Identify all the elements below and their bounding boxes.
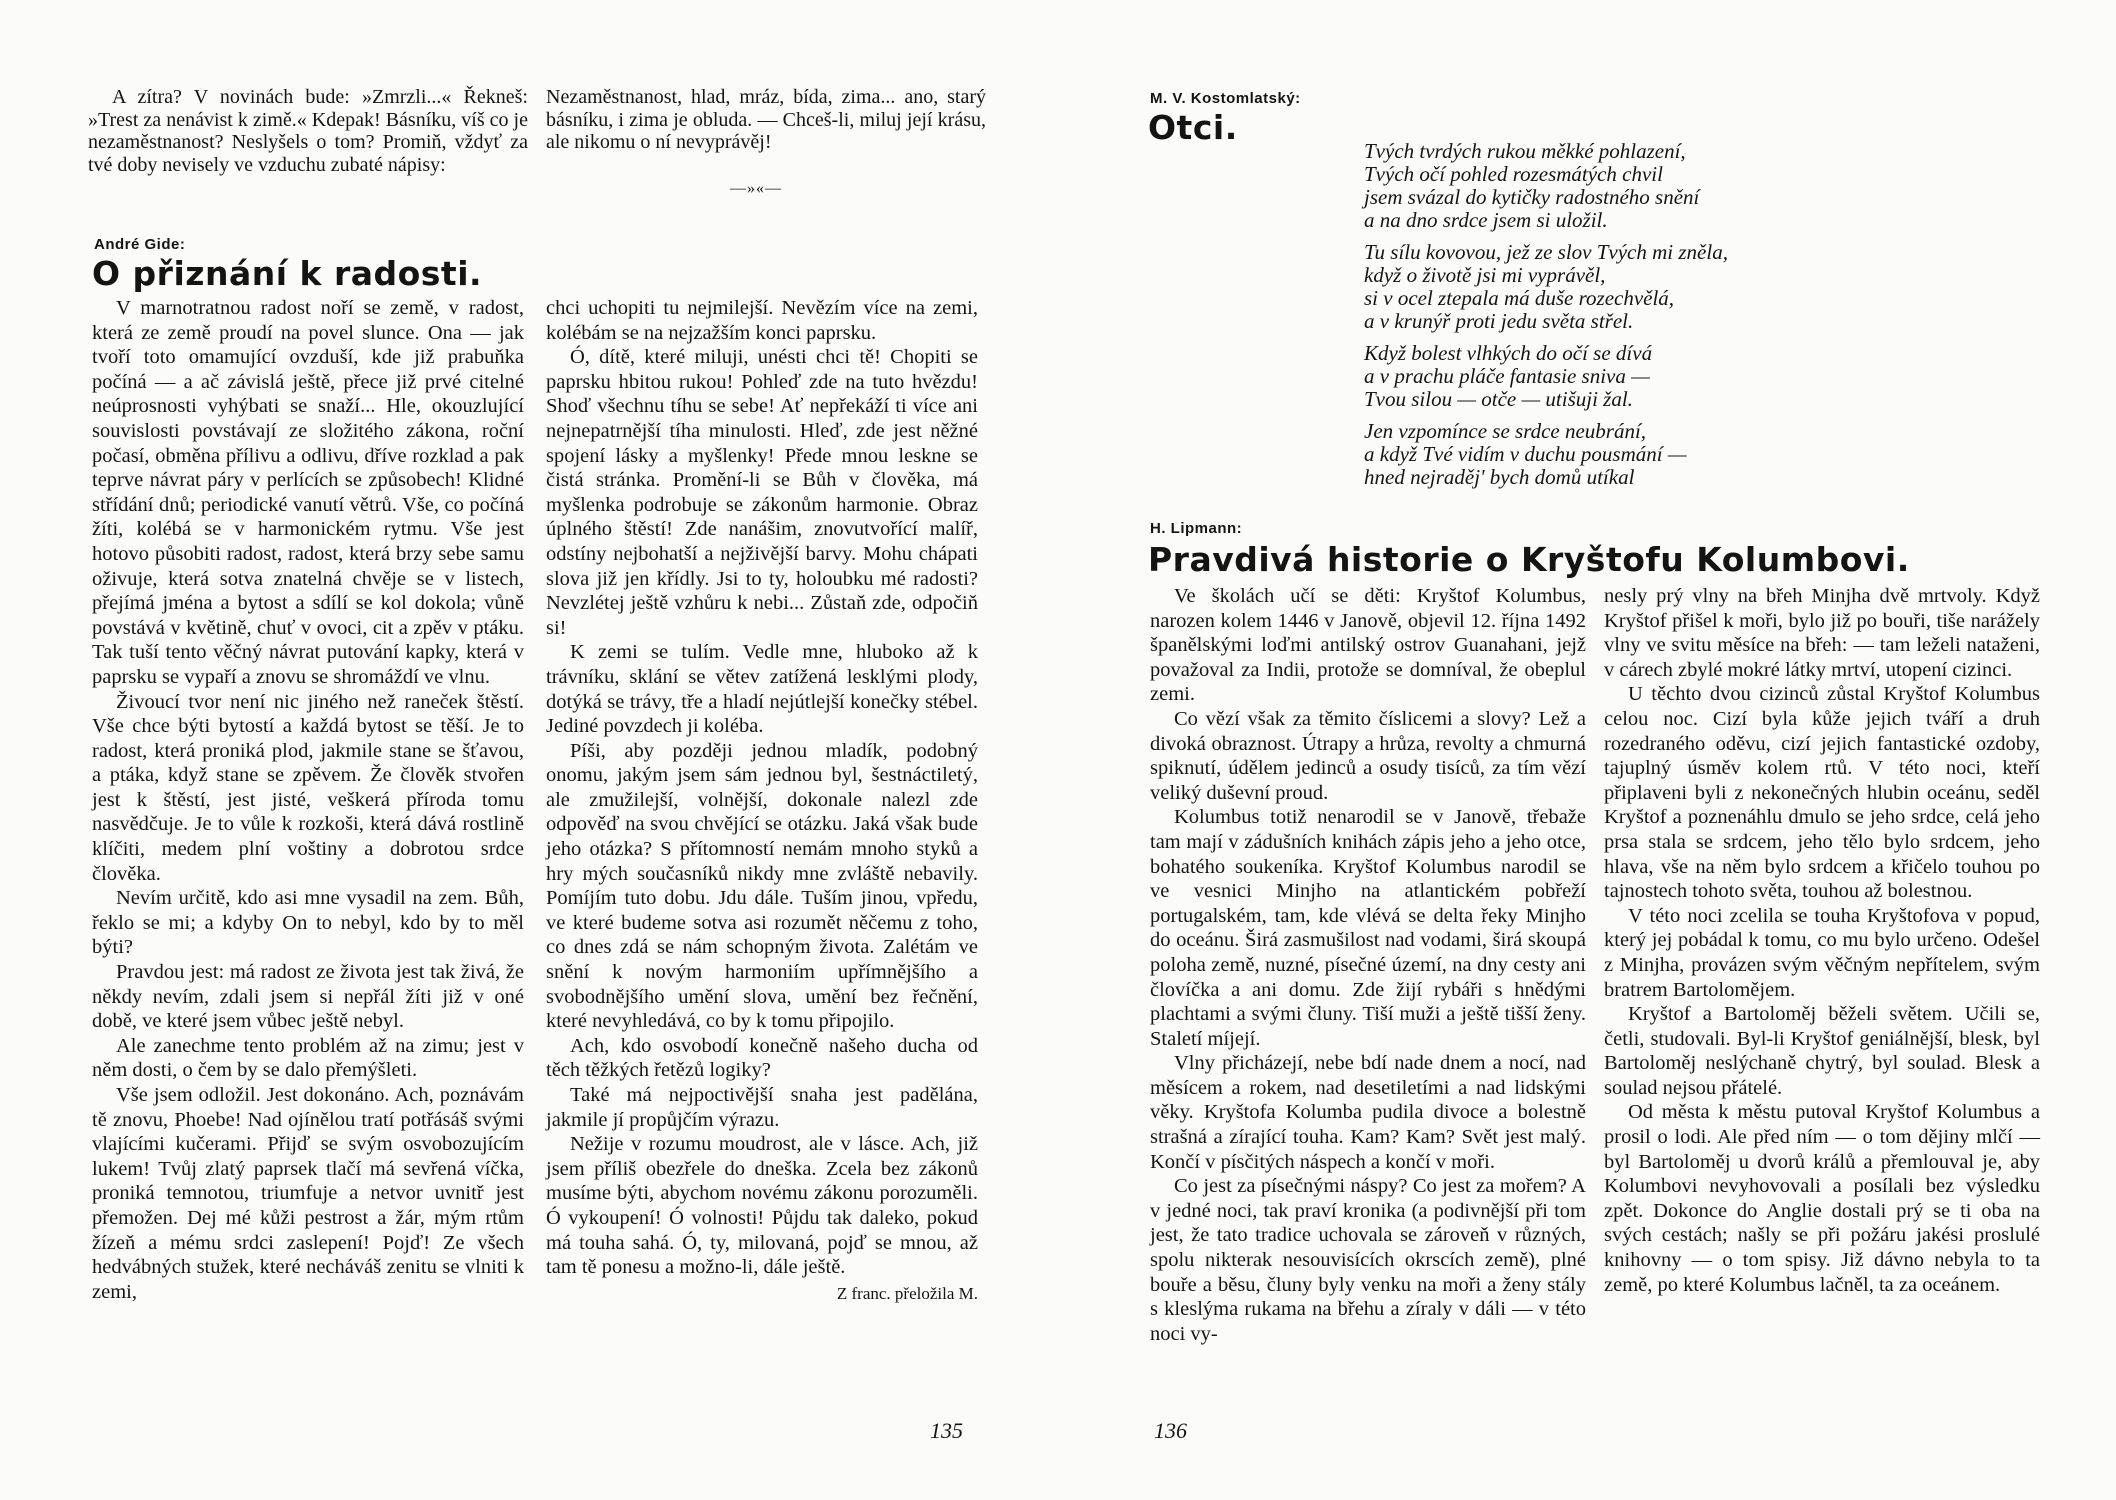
intro-text-1: A zítra? V novinách bude: »Zmrzli...« Řekneš: »Trest za nenávist k zimě.« Kdepak! Básníku, víš co je nezaměstnanost? Neslyšels o tom? Promiň, vždyť za tvé doby nevisely ve vzduchu zubaté nápisy: [88,86,528,176]
paragraph: Také má nejpoctivější snaha jest padělána, jakmile jí propůjčím výrazu. [546,1084,978,1131]
right-page [1058,0,2116,1500]
paragraph: Nežije v rozumu moudrost, ale v lásce. Ach, již jsem příliš obezřele do dneška. Zcela bez zákonů musíme býti, abychom novému zákonu porozuměli. Ó vykoupení! Ó volnosti! Půjdu tak daleko, pokud má touha sahá. Ó, ty, milovaná, pojď se mnou, až tam tě ponesu a možno-li, dále ještě. [546,1133,978,1279]
paragraph: Nevím určitě, kdo asi mne vysadil na zem. Bůh, řeklo se mi; a kdyby On to nebyl, kdo by to měl býti? [92,887,524,959]
poem-line: a na dno srdce jsem si uložil. [1364,208,1608,232]
poem-stanza [1364,241,1984,333]
story-author: H. Lipmann: [1150,520,1243,537]
page-number: 135 [930,1418,963,1443]
paragraph: Od města k městu putoval Kryštof Kolumbus a prosil o lodi. Ale před ním — o tom dějiny mlčí — byl Bartoloměj u dvorů králů a přemlouval je, aby Kolumbovi nevyhovovali a posílali bez výsledku zpět. Dokonce do Anglie dostali prý se ti oba na svých cestách; našly se při požáru jakési proslulé knihovny — o tom spisy. Již dávno nebyla to ta země, po které Kolumbus lačněl, ta za oceánem. [1604,1101,2040,1296]
translator-credit: Z franc. přeložila M. [836,1283,978,1303]
intro-text-2: Nezaměstnanost, hlad, mráz, bída, zima... ano, starý básníku, i zima je obluda. — Chceš-li, miluj její krásu, ale nikomu o ní nevyprávěj! [546,86,986,153]
paragraph: V této noci zcelila se touha Kryštofova v popud, který jej pobádal k tomu, co mu bylo určeno. Odešel z Minjha, provázen svým věčným nepřítelem, svým bratrem Bartolomějem. [1604,904,2040,1001]
poem-line: a v krunýř proti jedu světa střel. [1364,309,1634,333]
paragraph: Živoucí tvor není nic jiného než raneček štěstí. Vše chce býti bytostí a každá bytost se těší. Je to radost, která proniká plod, jakmile stane se šťavou, a ptáka, když stane se zpěvem. Že člověk stvořen jest k štěstí, jest jisté, veškerá příroda tomu nasvědčuje. Je to vůle k rozkoši, která dává rostlině klíčiti, medem plní voštiny a dobrotou srdce člověka. [92,690,524,885]
paragraph: Pravdou jest: má radost ze života jest tak živá, že někdy nevím, zdali jsem si nepřál žíti již v oné době, ve které jsem vůbec ještě nebyl. [92,961,524,1033]
poem-stanza [1364,140,1984,232]
poem-stanza [1364,420,1984,489]
paragraph: nesly prý vlny na břeh Minjha dvě mrtvoly. Když Kryštof přišel k moři, bylo již po bouři, tiše narážely vlny ve svitu měsíce na břeh: — tam leželi nataženi, v cárech zbylé mokré látky mrtví, utopení cizinci. [1604,585,2040,681]
paragraph: Vlny přicházejí, nebe bdí nade dnem a nocí, nad měsícem a rokem, nad desetiletími a nad lidskými věky. Kryštofa Kolumba pudila divoce a bolestně strašná a zírající touha. Kam? Kam? Svět jest malý. Končí v písčitých náspech a končí v moři. [1150,1052,1586,1173]
paragraph: Píši, aby později jednou mladík, podobný onomu, jakým jsem sám jednou byl, šestnáctiletý, ale zmužilejší, volnější, dokonale nalezl zde odpověď na svou chvějící se otázku. Jaká však bude jeho otázka? S přítomností nemám mnoho styků a hry mých současníků nikdy mne zvláště nebavily. Pomíjím tuto dobu. Jdu dále. Tuším jinou, vpředu, ve které budeme sotva asi rozumět něčemu z toho, co dnes zdá se nám schopným života. Zalétám ve snění k novým harmoniím upřímnějšího a svobodnějšího umění slova, umění bez řečnění, které nevyhledává, co by k tomu připojilo. [546,739,978,1033]
poem [1364,140,1984,498]
poem-author: M. V. Kostomlatský: [1150,90,1301,107]
page-number: 136 [1154,1418,1187,1443]
poem-line: si v ocel ztepala má duše rozechvělá, [1364,286,1675,310]
story-column-2 [1604,584,2040,1297]
paragraph: Ó, dítě, které miluji, unésti chci tě! Chopiti se paprsku hbitou rukou! Pohleď zde na tuto hvězdu! Shoď všechnu tíhu se sebe! Ať nepřekáží ti více ani nejnepatrnější tíha minulosti. Hleď, zde jest něžné spojení lásky a myšlenky! Přede mnou leskne se čistá stránka. Promění-li se Bůh v člověka, má myšlenka podrobuje se zákonům harmonie. Obraz úplného štěstí! Zde nanášim, znovutvořící malíř, odstíny nejbohatší a nejživější barvy. Mohu chápati slova již jen křídly. Jsi to ty, holoubku mé radosti? Nevzlétej ještě vzhůru k nebi... Zůstaň zde, odpočiň si! [546,346,978,639]
poem-line: Jen vzpomínce se srdce neubrání, [1364,419,1647,443]
poem-line: a v prachu pláče fantasie sniva — [1364,364,1650,388]
paragraph: Co vězí však za těmito číslicemi a slovy? Lež a divoká obraznost. Útrapy a hrůza, revolty a chmurná spiknutí, údělem jedinců a osudy tisíců, za tím vězí veliký duševní proud. [1150,707,1586,804]
paragraph: Kryštof a Bartoloměj běželi světem. Učili se, četli, studovali. Byl-li Kryštof geniálnější, blesk, byl Bartoloměj neslýchaně chytrý, byl soulad. Blesk a soulad nejsou přátelé. [1604,1003,2040,1099]
story-column-1 [1150,584,1586,1346]
poem-line: Když bolest vlhkých do očí se dívá [1364,341,1653,365]
paragraph: Ale zanechme tento problém až na zimu; jest v něm dosti, o čem by se dalo přemýšleti. [92,1034,524,1082]
poem-title: Otci. [1148,108,1238,147]
paragraph: V marnotratnou radost noří se země, v radost, která ze země proudí na povel slunce. Ona — jak tvoří toto omamující ovzduší, kde již prabuňka počíná — a ač závislá ještě, přece již prvé citelné neúprosnosti vyhýbati se snaží... Hle, okouzlující souvislosti povstávají ze složitého zákona, roční počasí, obměna přílivu a odlivu, dříve rozklad a pak teprve návrat páry v perlících se způsobech! Klidné střídání dnů; periodické vanutí větrů. Vše, co počíná žíti, kolébá se v harmonickém rytmu. Vše jest hotovo působiti radost, radost, která brzy sebe samu oživuje, která sotva znatelná chvěje se v listech, přejímá jména a bytost a sdílí se kol dokola; vůně povstává v květině, chuť v ovoci, cit a zpěv v ptáku. Tak tuší tento věčný návrat putování kapky, která v paprsku se vypaří a znovu se shromáždí ve vlnu. [92,297,524,688]
ornament-separator: —»«— [730,180,782,197]
intro-column-2 [546,86,986,154]
article-author: André Gide: [94,236,186,253]
poem-line: Tvých očí pohled rozesmátých chvil [1364,162,1663,186]
paragraph: Ve školách učí se děti: Kryštof Kolumbus, narozen kolem 1446 v Janově, objevil 12. října 1492 španělskými loďmi antilský ostrov Guanahani, jejž považoval za Indii, protože se domníval, že obeplul zemi. [1150,585,1586,706]
paragraph: Vše jsem odložil. Jest dokonáno. Ach, poznávám tě znovu, Phoebe! Nad ojínělou tratí potřásáš svými vlajícími kučerami. Přijď se svým osvobozujícím lukem! Tvůj zlatý paprsek tlačí má sevřená víčka, proniká temnotou, triumfuje a netvor uvnitř jest přemožen. Dej mé kůži pestrost a žár, mým rtům žízeň a mému srdci zaslepení! Pojď! Ze všech hedvábných stužek, které necháváš zenitu se vlniti k zemi, [92,1084,524,1303]
poem-line: Tu sílu kovovou, jež ze slov Tvých mi zněla, [1364,240,1728,264]
poem-line: hned nejraděj' bych domů utíkal [1364,465,1635,489]
poem-line: Tvou silou — otče — utišuji žal. [1364,387,1633,411]
paragraph: Ach, kdo osvobodí konečně našeho ducha od těch těžkých řetězů logiky? [546,1034,978,1082]
paragraph: chci uchopiti tu nejmilejší. Nevězím více na zemi, kolébám se na nejzažším konci paprsku. [546,297,978,344]
poem-line: když o životě jsi mi vyprávěl, [1364,263,1606,287]
poem-line: a když Tvé vidím v duchu pousmání — [1364,442,1687,466]
story-title: Pravdivá historie o Kryštofu Kolumbovi. [1148,540,1910,579]
poem-stanza [1364,342,1984,411]
intro-column-1 [88,86,528,176]
paragraph: K zemi se tulím. Vedle mne, hluboko až k trávníku, sklání se větev zatížená lesklými plody, dotýká se trávy, tře a hladí nejútlejší konečky stébel. Jediné povzdech ji koléba. [546,641,978,738]
paragraph: Co jest za písečnými náspy? Co jest za mořem? A v jedné noci, tak praví kronika (a podivnější při tom jest, že tato tradice uchovala se zároveň v různých, spolu nikterak nesouvisících okrscích země), plné bouře a běsu, čluny byly venku na moři a ženy stály s kleslýma rukama na břehu a zíraly v dáli — v této noci vy- [1150,1175,1586,1345]
poem-line: Tvých tvrdých rukou měkké pohlazení, [1364,139,1686,163]
article-column-1 [92,296,524,1304]
paragraph: Kolumbus totiž nenarodil se v Janově, třebaže tam mají v zádušních knihách zápis jeho a jeho otce, bohatého soukeníka. Kryštof Kolumbus narodil se ve vesnici Minjho na atlantickém pobřeží portugalském, tam, kde vlévá se delta řeky Minjho do oceánu. Širá zasmušilost nad vodami, širá skoupá poloha země, nuzné, písečné území, na dny cesty ani človíčka a ani domu. Zde žijí rybáři s hnědými plachtami a svými čluny. Tiší muži a ještě tišší ženy. Staletí míjejí. [1150,806,1586,1050]
article-column-2 [546,296,978,1306]
poem-line: jsem svázal do kytičky radostného snění [1364,185,1700,209]
paragraph: U těchto dvou cizinců zůstal Kryštof Kolumbus celou noc. Cizí byla kůže jejich tváří a druh rozedraného oděvu, cizí jejich fantastické ozdoby, tajuplný úsměv kolem rtů. V této noci, kteří připlaveni byli z nekonečných hlubin oceánu, seděl Kryštof a poznenáhlu dmulo se jeho srdce, celá jeho prsa stala se srdcem, jeho tělo bylo srdcem, jeho hlava, vše na něm bylo srdcem a křičelo touhou po tajnostech tohoto světa, touhou až bolestnou. [1604,683,2040,903]
article-title: O přiznání k radosti. [92,254,483,293]
